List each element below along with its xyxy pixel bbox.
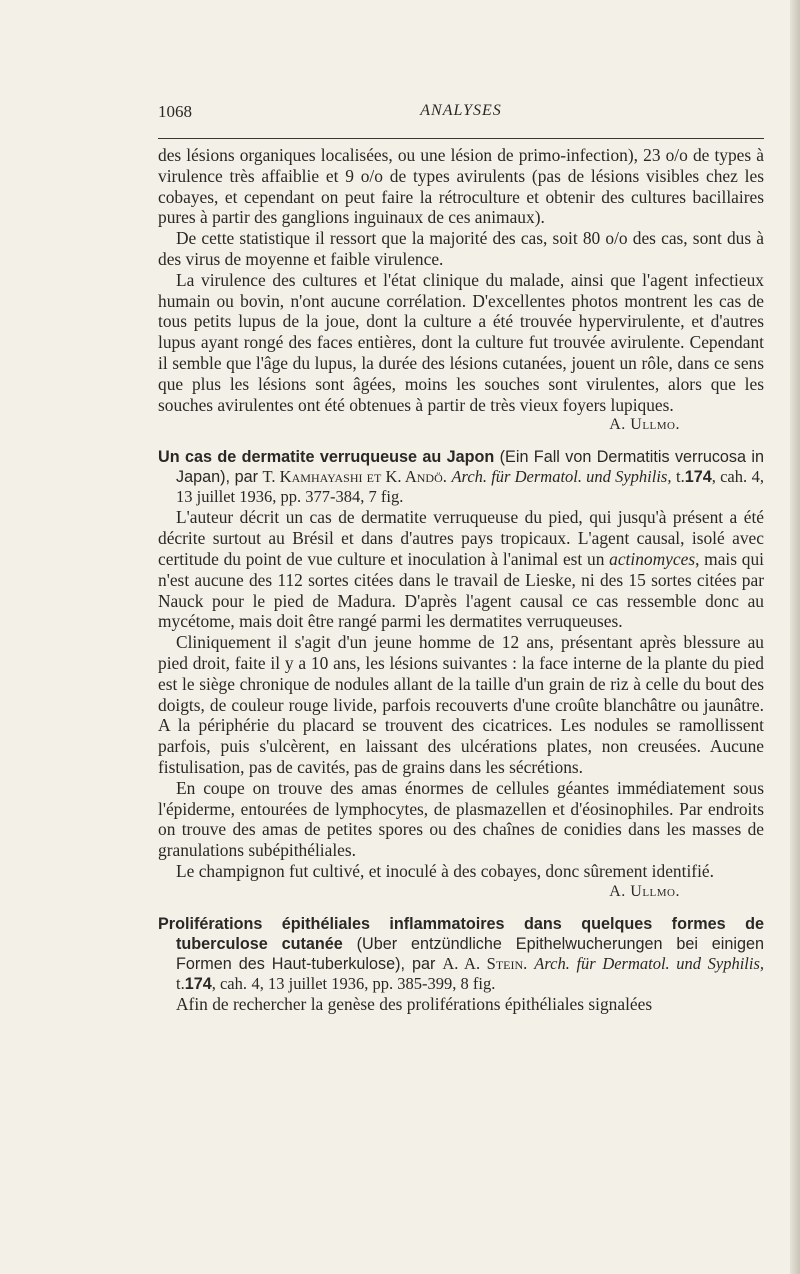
entry-1-heading (158, 447, 764, 507)
entry-2 (158, 914, 764, 1015)
entry-1-paragraph-1-b: , mais qui n'est aucune des 112 sortes citées dans le travail de Lieske, ni des 15 sortes citées par Nauck pour le pied de Madura. D'après l'agent causal ce cas ressemble donc au mycétome, mais doit être rangé parmi les dermatites verruqueuses. (158, 548, 764, 632)
entry-2-details: , 13 juillet 1936, pp. 385-399, 8 fig. (259, 973, 496, 993)
page (158, 100, 764, 1015)
entry-1-volume: 174 (684, 468, 712, 487)
entry-1-details: , 13 juillet 1936, pp. 377-384, 7 fig. (176, 467, 765, 507)
continuation-paragraph-1: des lésions organiques localisées, ou une lésion de primo-infection), 23 o/o de types à virulence très affaiblie et 9 o/o de types avirulents (pas de lésions visibles chez les cobayes, et cependant on peut faire la rétroculture et obtenir des cultures bacillaires pures à partir des ganglions inguinaux de ces animaux). (158, 145, 764, 228)
entry-1-paragraph-1 (158, 507, 764, 632)
entry-2-journal: Arch. für Dermatol. und Syphilis, (534, 953, 764, 973)
page-number: 1068 (158, 102, 192, 121)
entry-1-authors: T. Kamhayashi et K. Andö. (262, 467, 447, 487)
running-title: ANALYSES (420, 102, 502, 119)
scan-edge (790, 0, 800, 1274)
entry-2-paragraph-1: Afin de rechercher la genèse des proliférations épithéliales signalées (176, 993, 653, 1014)
entry-1-paragraph-2: Cliniquement il s'agit d'un jeune homme de 12 ans, présentant après blessure au pied droit, faite il y a 10 ans, les lésions suivantes : la face interne de la plante du pied est le siège chronique de nodules allant de la taille d'un grain de riz à celle du bout des doigts, de couleur rouge livide, parfois recouverts d'une croûte blanchâtre ou jaunâtre. A la périphérie du placard se trouvent des cicatrices. Les nodules se ramollissent parfois, puis s'ulcèrent, en laissant des ulcérations plates, non creusées. Aucune fistulisation, pas de cavités, pas de grains dans les sécrétions. (158, 632, 764, 777)
signature-2 (158, 882, 764, 902)
entry-1-issue-number: 4 (751, 467, 760, 487)
entry-1-par: par (234, 468, 258, 487)
entry-2-original-title: (Uber entzündliche Epithelwucherungen bei einigen Formen des Haut-tuberkulose), (176, 934, 764, 973)
entry-1-paragraph-1-italic: actinomyces (609, 548, 696, 569)
entry-1-issue: , cah. (711, 467, 748, 487)
signature-1-text: A. Ullmo. (609, 416, 680, 434)
entry-2-volume-prefix: t. (176, 973, 185, 993)
entry-2-issue: , cah. (211, 973, 248, 993)
entry-1-paragraph-4: Le champignon fut cultivé, et inoculé à des cobayes, donc sûrement identifié. (176, 860, 714, 881)
signature-2-text: A. Ullmo. (609, 882, 680, 900)
continuation-paragraph-3: La virulence des cultures et l'état clinique du malade, ainsi que l'agent infectieux humain ou bovin, n'ont aucune corrélation. D'excellentes photos montrent les cas de tous petits lupus de la joue, dont la culture a été trouvée hypervirulente, et d'autres lupus ayant rongé des faces entières, dont la culture fut trouvée avirulente. Cependant il semble que l'âge du lupus, la durée des lésions cutanées, jouent un rôle, dans ce sens que plus les lésions sont âgées, moins les souches sont virulentes, alors que les souches avirulentes ont été obtenues à partir de très vieux foyers lupiques. (158, 269, 764, 415)
entry-2-title: Proliférations épithéliales inflammatoires dans quelques formes de tuberculose cutanée (158, 914, 764, 953)
signature-1 (158, 415, 764, 435)
entry-2-issue-number: 4 (251, 973, 260, 993)
entry-2-heading (158, 914, 764, 994)
entry-2-authors: A. A. Stein. (442, 953, 528, 973)
entry-1-original-title: (Ein Fall von Dermatitis verrucosa in Japan), (176, 448, 764, 487)
entry-1-title: Un cas de dermatite verruqueuse au Japon (158, 448, 495, 467)
entry-1-journal: Arch. für Dermatol. und Syphilis, (451, 467, 672, 487)
entry-1 (158, 447, 764, 901)
running-head (158, 100, 764, 130)
entry-1-paragraph-1-a: L'auteur décrit un cas de dermatite verruqueuse du pied, qui jusqu'à présent a été décrite surtout au Brésil et dans d'autres pays tropicaux. L'agent causal, isolé avec certitude du point de vue culture et inoculation à l'animal est un (158, 507, 764, 569)
continuation-paragraph-2: De cette statistique il ressort que la majorité des cas, soit 80 o/o des cas, sont dus à des virus de moyenne et faible virulence. (158, 228, 764, 269)
entry-2-par: par (411, 954, 436, 973)
entry-1-volume-prefix: t. (676, 467, 685, 487)
header-rule (158, 138, 764, 139)
entry-1-paragraph-3: En coupe on trouve des amas énormes de cellules géantes immédiatement sous l'épiderme, entourées de lymphocytes, de plasmazellen et d'éosinophiles. Par endroits on trouve des amas de petites spores ou des chaînes de conidies dans les masses de granulations subépithéliales. (158, 777, 764, 861)
entry-2-volume: 174 (184, 974, 212, 993)
